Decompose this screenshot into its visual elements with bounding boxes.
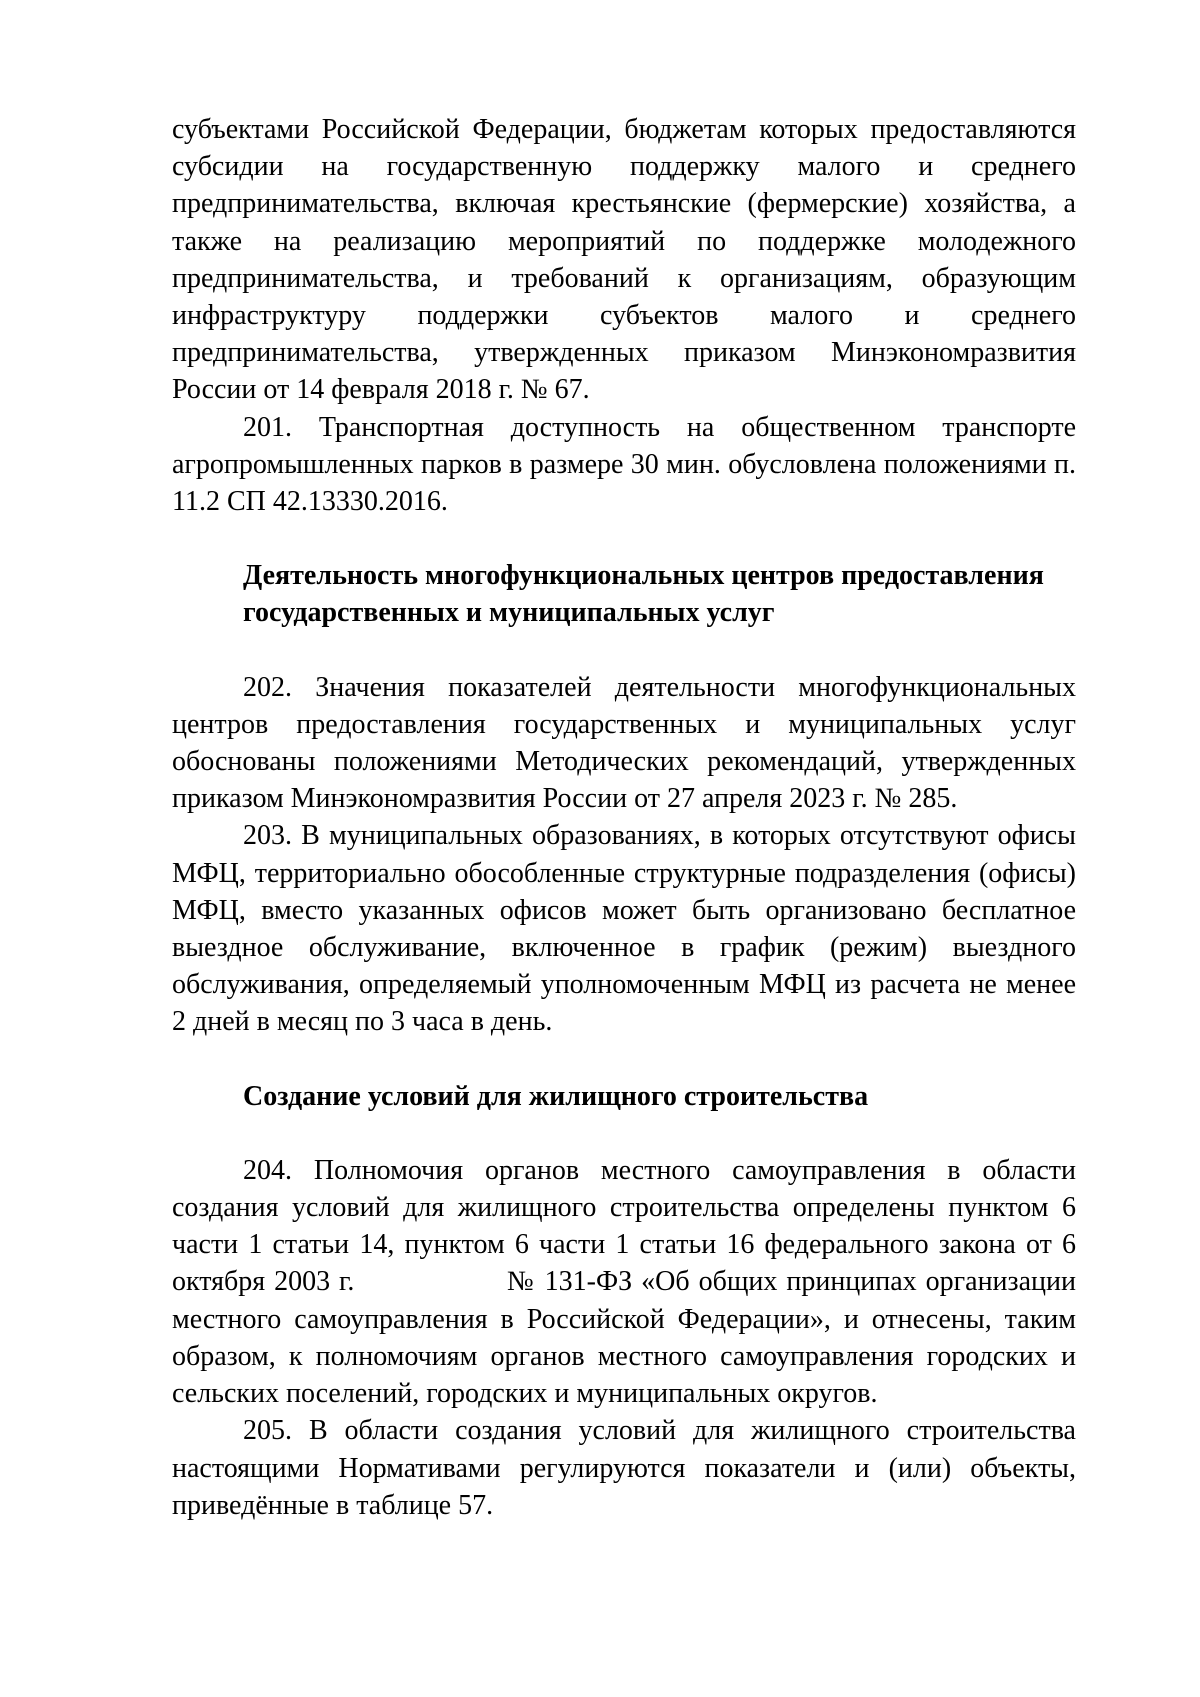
paragraph-203: 203. В муниципальных образованиях, в которых отсутствуют офисы МФЦ, территориально обособленные структурные подразделения (офисы) МФЦ, вместо указанных офисов может быть организовано бесплатное выездное обслуживание, включенное в график (режим) выездного обслуживания, определяемый уполномоченным МФЦ из расчета не менее 2 дней в месяц по 3 часа в день. xyxy=(172,820,1076,1038)
spacer xyxy=(172,1115,1076,1152)
spacer xyxy=(172,1041,1076,1078)
spacer xyxy=(172,632,1076,669)
paragraph-continuation: субъектами Российской Федерации, бюджетам которых предоставляются субсидии на государственную поддержку малого и среднего предпринимательства, включая крестьянские (фермерские) хозяйства, а также на реализацию мероприятий по поддержке молодежного предпринимательства, и требований к организациям, образующим инфраструктуру поддержки субъектов малого и среднего предпринимательства, утвержденных приказом Минэкономразвития России от 14 февраля 2018 г. № 67. xyxy=(172,114,1076,406)
section-heading-mfc: Деятельность многофункциональных центров предоставления государственных и муниципальных услуг xyxy=(243,560,1044,629)
paragraph-202: 202. Значения показателей деятельности многофункциональных центров предоставления государственных и муниципальных услуг обоснованы положениями Методических рекомендаций, утвержденных приказом Минэкономразвития России от 27 апреля 2023 г. № 285. xyxy=(172,671,1076,815)
paragraph-201: 201. Транспортная доступность на общественном транспорте агропромышленных парков в размере 30 мин. обусловлена положениями п. 11.2 СП 42.13330.2016. xyxy=(172,411,1076,518)
section-heading-housing: Создание условий для жилищного строительства xyxy=(243,1080,869,1112)
spacer xyxy=(172,520,1076,557)
paragraph-204: 204. Полномочия органов местного самоуправления в области создания условий для жилищного строительства определены пунктом 6 части 1 статьи 14, пунктом 6 части 1 статьи 16 федерального закона от 6 октября 2003 г. № 131-ФЗ «Об общих принципах организации местного самоуправления в Российской Федерации», и отнесены, таким образом, к полномочиям органов местного самоуправления городских и сельских поселений, городских и муниципальных округов. xyxy=(172,1154,1083,1410)
paragraph-205: 205. В области создания условий для жилищного строительства настоящими Нормативами регулируются показатели и (или) объекты, приведённые в таблице 57. xyxy=(172,1415,1076,1521)
